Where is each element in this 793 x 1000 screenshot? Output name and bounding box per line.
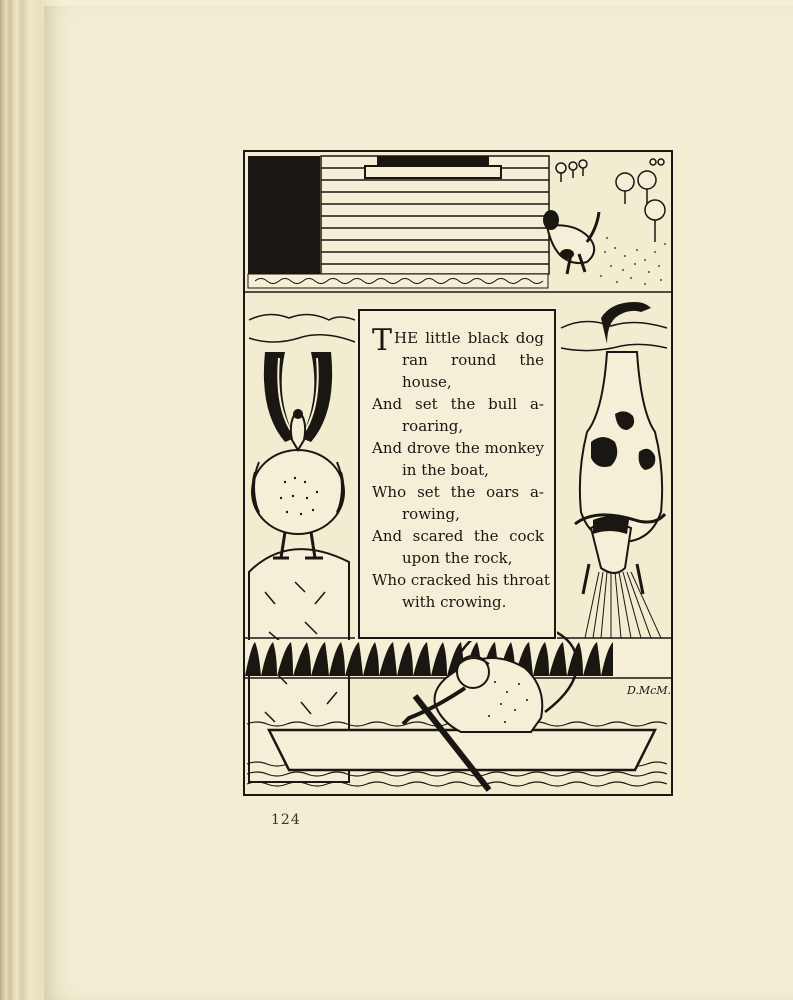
house-dark-doorway bbox=[248, 156, 320, 274]
bull-roaring bbox=[575, 302, 665, 638]
verse-line: Who cracked his throat bbox=[372, 571, 550, 589]
illustration-plate bbox=[243, 150, 673, 796]
verse-line: ran round the bbox=[402, 351, 544, 369]
verse-line: roaring, bbox=[402, 417, 464, 435]
verse-line: Who set the oars a- bbox=[372, 483, 544, 501]
verse-line: And set the bull a- bbox=[372, 395, 544, 413]
artist-monogram: D.McM. bbox=[627, 684, 672, 697]
verse-line: HE little black dog bbox=[394, 329, 544, 347]
verse-line: rowing, bbox=[402, 505, 460, 523]
rowing-boat bbox=[269, 730, 655, 770]
verse-line: upon the rock, bbox=[402, 549, 513, 567]
house-sign bbox=[365, 166, 501, 178]
house-stone-footing bbox=[248, 274, 548, 288]
verse-line: with crowing. bbox=[402, 593, 507, 611]
verse-box bbox=[358, 309, 556, 639]
verse-line: in the boat, bbox=[402, 461, 489, 479]
page-number: 124 bbox=[271, 812, 301, 828]
verse-line: And drove the monkey bbox=[372, 439, 544, 457]
verse-dropcap: T bbox=[372, 323, 393, 358]
verse-line: house, bbox=[402, 373, 452, 391]
verse-line: And scared the cock bbox=[372, 527, 544, 545]
cock-on-rock bbox=[249, 352, 349, 782]
